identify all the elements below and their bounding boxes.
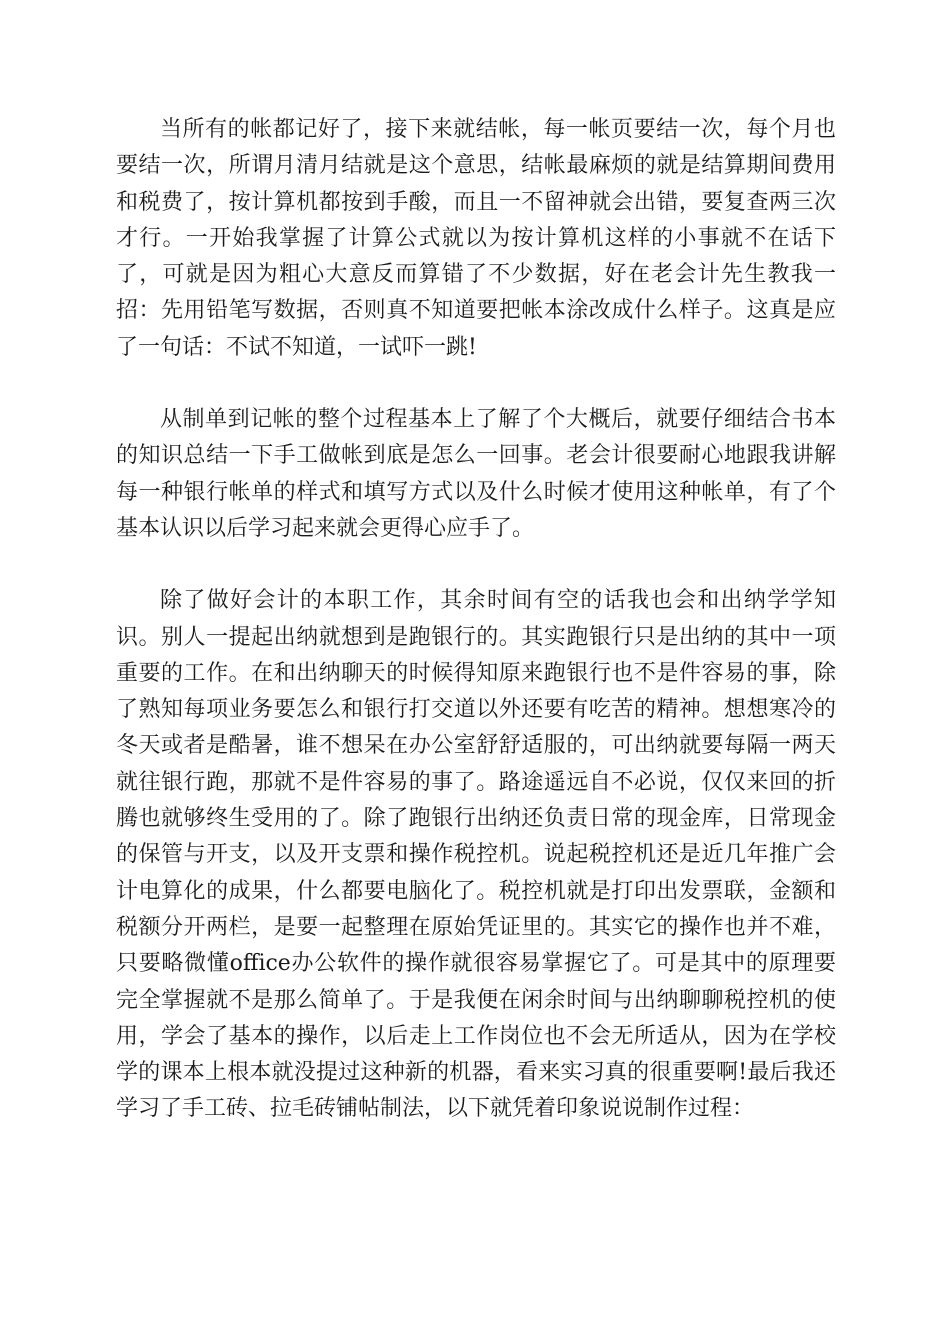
document-body [116, 112, 836, 1128]
paragraph-manual-bookkeeping: 从制单到记帐的整个过程基本上了解了个大概后，就要仔细结合书本的知识总结一下手工做帐到底是怎么一回事。老会计很要耐心地跟我讲解每一种银行帐单的样式和填写方式以及什么时候才使用这种帐单，有了个基本认识以后学习起来就会更得心应手了。 [116, 407, 836, 541]
paragraph-closing-accounts: 当所有的帐都记好了，接下来就结帐，每一帐页要结一次，每个月也要结一次，所谓月清月结就是这个意思，结帐最麻烦的就是结算期间费用和税费了，按计算机都按到手酸，而且一不留神就会出错，要复查两三次才行。一开始我掌握了计算公式就以为按计算机这样的小事就不在话下了，可就是因为粗心大意反而算错了不少数据，好在老会计先生教我一招：先用铅笔写数据，否则真不知道要把帐本涂改成什么样子。这真是应了一句话：不试不知道，一试吓一跳! [116, 117, 836, 360]
paragraph-cashier-work: 除了做好会计的本职工作，其余时间有空的话我也会和出纳学学知识。别人一提起出纳就想到是跑银行的。其实跑银行只是出纳的其中一项重要的工作。在和出纳聊天的时候得知原来跑银行也不是件容易的事，除了熟知每项业务要怎么和银行打交道以外还要有吃苦的精神。想想寒冷的冬天或者是酷暑，谁不想呆在办公室舒舒适服的，可出纳就要每隔一两天就往银行跑，那就不是件容易的事了。路途遥远自不必说，仅仅来回的折腾也就够终生受用的了。除了跑银行出纳还负责日常的现金库，日常现金的保管与开支，以及开支票和操作税控机。说起税控机还是近几年推广会计电算化的成果，什么都要电脑化了。税控机就是打印出发票联，金额和税额分开两栏，是要一起整理在原始凭证里的。其实它的操作也并不难，只要略微懂office办公软件的操作就很容易掌握它了。可是其中的原理要完全掌握就不是那么简单了。于是我便在闲余时间与出纳聊聊税控机的使用，学会了基本的操作，以后走上工作岗位也不会无所适从，因为在学校学的课本上根本就没提过这种新的机器，看来实习真的很重要啊!最后我还学习了手工砖、拉毛砖铺帖制法，以下就凭着印象说说制作过程： [116, 588, 836, 1122]
